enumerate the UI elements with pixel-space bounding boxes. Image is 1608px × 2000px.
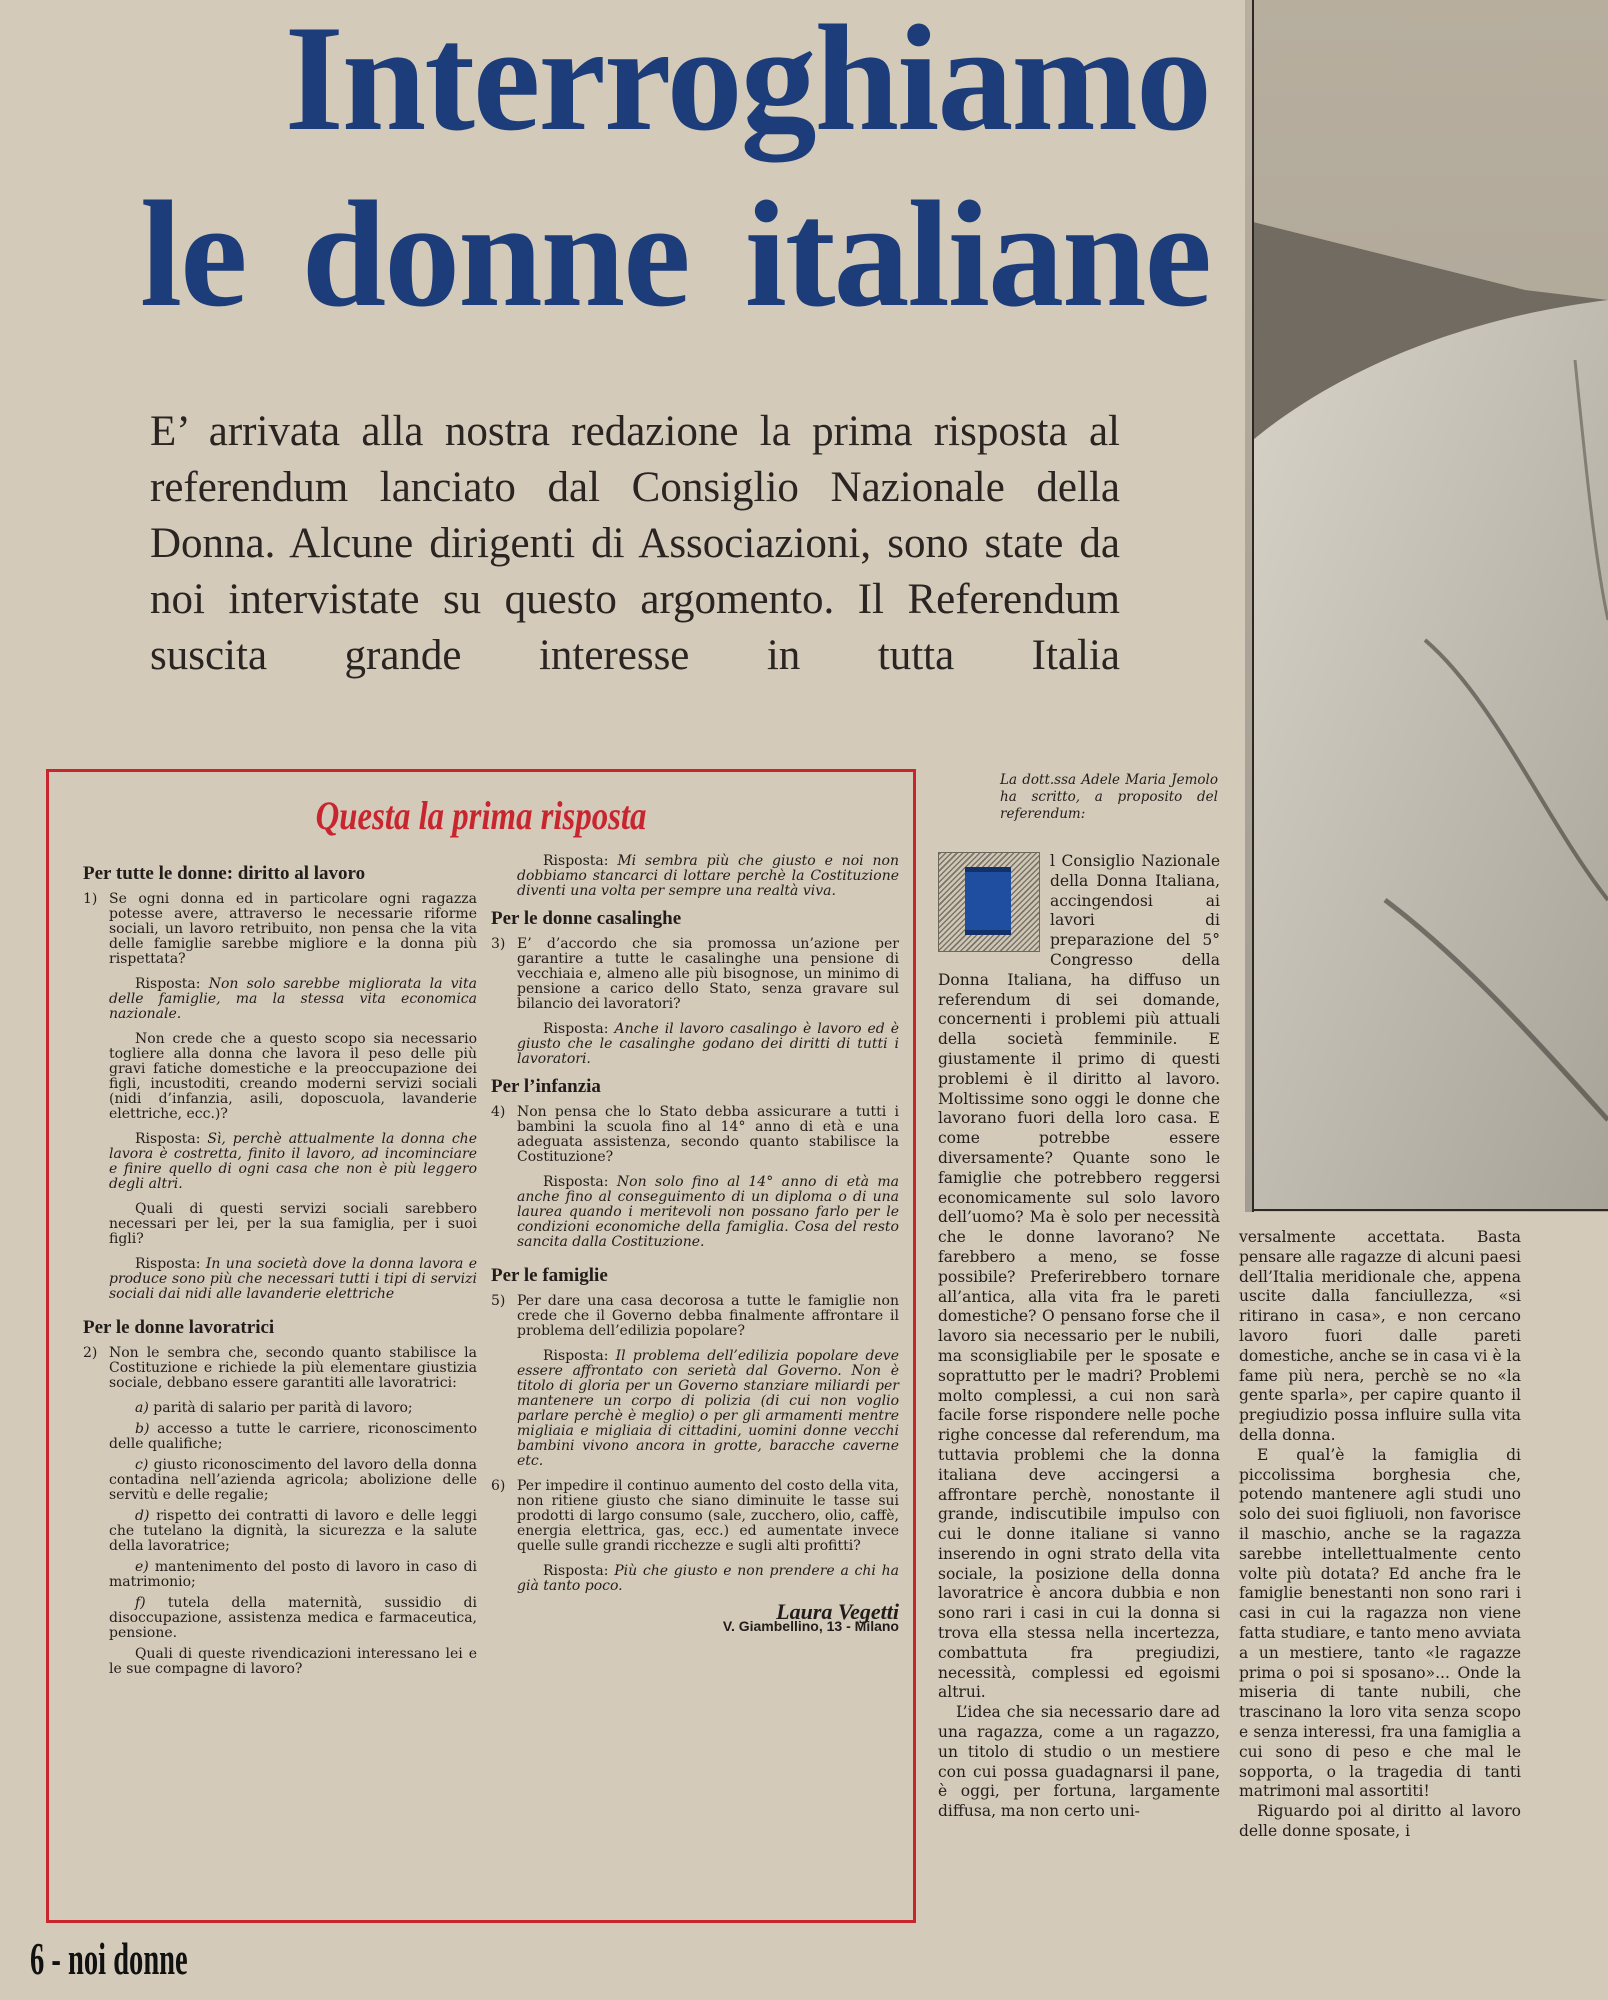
article-paragraph: Riguardo poi al diritto al lavoro delle donne sposate, i [1239,1802,1521,1840]
answer-label: Risposta: [543,1021,609,1037]
answer-text: Sì, perchè attualmente la donna che lavora è costretta, finito il lavoro, ad incominciare e finire quello di ogni casa che non è più leggero degli altri. [109,1131,477,1192]
section-heading: Per le donne lavoratrici [83,1317,275,1338]
answer [517,1564,899,1594]
drop-cap-glyph [965,867,1011,935]
answer [517,1022,899,1067]
item-text: parità di salario per parità di lavoro; [153,1400,413,1416]
article-paragraph: versalmente accettata. Basta pensare alle ragazze di alcuni paesi dell’Italia meridionale che, appena uscite dalla fanciullezza, «si ritirano in casa», e non cercano lavoro fuori dalle pareti domestiche, anche se in casa vi è la fame più nera, perchè se no «la gente sparla», per capire quanto il pregiudizio possa influire sulla vita della donna. [1239,1228,1521,1444]
question-number: 1) [83,891,98,907]
question-1c: Quali di questi servizi sociali sarebbero necessari per lei, per la sua famiglia, per i suoi figli? [109,1201,477,1247]
question-number: 3) [491,936,506,952]
referendum-answer-box [46,769,916,1923]
question-3 [491,937,899,1012]
section-heading: Per le famiglie [491,1265,608,1286]
question-text: Non pensa che lo Stato debba assicurare a tutti i bambini la scuola fino al 14° anno di età e una adeguata assistenza, secondo quanto stabilisce la Costituzione? [517,1104,899,1165]
question-number: 6) [491,1478,506,1494]
list-item [109,1560,477,1590]
item-letter: a) [135,1400,149,1416]
headline-line-2: le donne italiane [139,170,1210,338]
question-number: 2) [83,1345,98,1361]
answer [109,1257,477,1302]
answer-label: Risposta: [135,1131,201,1147]
headline-line-1: Interroghiamo [284,0,1210,162]
answer [517,854,899,899]
item-letter: e) [135,1559,149,1575]
question-6 [491,1479,899,1554]
question-text: E’ d’accordo che sia promossa un’azione per garantire a tutte le casalinghe una pensione di vecchiaia e, almeno alle più bisognose, un minimo di pensione a carico dello Stato, senza gravare sul bilancio dei lavoratori? [517,936,899,1012]
question-2 [83,1346,477,1391]
article-paragraph: l Consiglio Nazionale della Donna Italiana, accingendosi ai lavori di preparazione del 5° Congresso della Donna Italiana, ha diffuso un referendum di sei domande, concernenti i problemi più attuali della società femminile. E giustamente il primo di questi problemi è il diritto al lavoro. Moltissime sono oggi le donne che lavorano fuori della loro casa. E come potrebbe essere diversamente? Quante sono le famiglie che potrebbero reggersi economicamente sul solo lavoro dell’uomo? Ma è solo per necessità che le donne lavorano? Ne farebbero a meno, se fosse possibile? Preferirebbero tornare all’antica, alla vita fra le pareti domestiche? O pensano forse che il lavoro sia necessario per le nubili, ma sconsigliabile per le sposate e soprattutto per le madri? Problemi molto complessi, a cui non sarà facile forse rispondere nelle poche righe concesse dal referendum, ma tuttavia problemi che la donna italiana deve accingersi a affrontare perchè, nonostante il grande, indiscutibile impulso con cui le donne italiane si vanno inserendo in ogni strato della vita sociale, la posizione della donna lavoratrice è ancora dubbia e non sono rari i casi in cui la donna si trova ella stessa nella incertezza, combattuta fra pregiudizi, necessità, complessi ed egoismi altrui. [938,852,1220,1702]
article-column-1 [938,852,1220,1822]
item-letter: c) [135,1457,149,1473]
list-item [109,1509,477,1554]
answer [109,977,477,1022]
answer-label: Risposta: [135,1256,201,1272]
list-item [109,1458,477,1503]
section-heading: Per l’infanzia [491,1076,601,1097]
article-column-2 [1239,1228,1521,1842]
drop-cap-letter [938,852,1040,952]
item-text: tutela della maternità, sussidio di disoccupazione, assistenza medica e farmaceutica, pensione. [109,1595,477,1641]
question-text: Non le sembra che, secondo quanto stabilisce la Costituzione e richiede la più elementare giustizia sociale, debbano essere garantiti alle lavoratrici: [109,1345,477,1391]
answer [517,1349,899,1469]
answer [517,1175,899,1250]
photo [1245,0,1608,1212]
section-heading: Per le donne casalinghe [491,908,682,929]
item-text: mantenimento del posto di lavoro in caso di matrimonio; [109,1559,478,1590]
item-text: giusto riconoscimento del lavoro della donna contadina nell’azienda agricola; abolizione delle servitù e delle regalie; [109,1457,478,1503]
answer-label: Risposta: [543,853,609,869]
answer-text: In una società dove la donna lavora e produce sono più che necessari tutti i tipi di servizi sociali dai nidi alle lavanderie elettriche [109,1256,477,1302]
answer-label: Risposta: [543,1348,609,1364]
answer [109,1132,477,1192]
answer-text: Non solo fino al 14° anno di età ma anche fino al conseguimento di un diploma o di una laurea quando i meritevoli non possano farlo per le condizioni economiche della famiglia. Cosa del resto sancita dalla Costituzione. [517,1174,899,1250]
answer-label: Risposta: [135,976,201,992]
question-5 [491,1294,899,1339]
question-text: Per impedire il continuo aumento del costo della vita, non ritiene giusto che siano diminuite le tasse sui prodotti di largo consumo (sale, zucchero, olio, caffè, energia elettrica, gas, ecc.) ed aumentate invece quelle sulle grandi ricchezze e sugli alti profitti? [517,1478,899,1554]
answer-text: Più che giusto e non prendere a chi ha già tanto poco. [517,1563,900,1594]
item-letter: f) [135,1595,146,1611]
page-footer-folio: 6 - noi donne [30,1933,188,1984]
question-1 [83,892,477,967]
item-text: rispetto dei contratti di lavoro e delle leggi che tutelano la dignità, la sicurezza e la salute della lavoratrice; [109,1508,477,1554]
article-paragraph: L’idea che sia necessario dare ad una ragazza, come a un ragazzo, un titolo di studio o un mestiere con cui possa guadagnarsi il pane, è oggi, per fortuna, largamente diffusa, ma non certo uni- [938,1703,1220,1821]
question-number: 5) [491,1293,506,1309]
box-left-column [83,854,477,1687]
answer-label: Risposta: [543,1563,609,1579]
intro-paragraph: E’ arrivata alla nostra redazione la prima risposta al referendum lanciato dal Consiglio Nazionale della Donna. Alcune dirigenti di Associazioni, sono state da noi intervistate su questo argomento. Il Referendum suscita grande interesse in tutta Italia [150,408,1120,679]
item-text: accesso a tutte le carriere, riconoscimento delle qualifiche; [109,1421,477,1452]
question-text: Se ogni donna ed in particolare ogni ragazza potesse avere, attraverso le necessarie riforme sociali, un lavoro retribuito, non pensa che la vita delle famiglie sarebbe migliore e la donna più rispettata? [109,891,477,967]
box-title: Questa la prima risposta [315,793,647,838]
answer-label: Risposta: [543,1174,609,1190]
question-4 [491,1105,899,1165]
address: V. Giambellino, 13 - Milano [722,1618,899,1634]
answer-text: Mi sembra più che giusto e noi non dobbiamo stancarci di lottare perchè la Costituzione diventi una volta per sempre una realtà viva. [517,853,899,899]
item-letter: b) [135,1421,150,1437]
item-letter: d) [135,1508,150,1524]
article-caption: La dott.ssa Adele Maria Jemolo ha scritto, a proposito del referendum: [1000,772,1218,822]
list-item [109,1596,477,1641]
question-number: 4) [491,1104,506,1120]
signature: Laura Vegetti [776,1599,899,1624]
question-2b: Quali di queste rivendicazioni interessano lei e le sue compagne di lavoro? [109,1646,477,1677]
section-heading: Per tutte le donne: diritto al lavoro [83,863,366,884]
answer-text: Anche il lavoro casalingo è lavoro ed è giusto che le casalinghe godano dei diritti di tutti i lavoratori. [517,1021,899,1067]
box-right-column [491,854,899,1634]
article-paragraph: E qual’è la famiglia di piccolissima borghesia che, potendo mantenere agli studi uno solo dei suoi figliuoli, non favorisce il maschio, anche se la ragazza sarebbe intellettualmente cento volte più dotata? Ed anche fra le famiglie benestanti non sono rari i casi in cui la ragazza non viene fatta studiare, e tanto meno avviata a un mestiere, tanto «le ragazze prima o poi si sposano»... Onde la miseria di tante nubili, che trascinano la loro vita senza scopo e senza interessi, fra una famiglia a cui sono di peso e che mal le sopporta, o la tragedia di tanti matrimoni mal assortiti! [1239,1445,1521,1801]
list-item [109,1422,477,1452]
answer-text: Il problema dell’edilizia popolare deve essere affrontato con serietà dal Governo. Non è titolo di gloria per un Governo stanziare miliardi per mantenere un corpo di polizia (di cui non voglio parlare perchè è meglio) o per gli armamenti mentre migliaia e migliaia di cittadini, uomini donne vecchi bambini vivono ancora in grotte, baracche caverne etc. [517,1348,899,1469]
question-1b: Non crede che a questo scopo sia necessario togliere alla donna che lavora il peso delle più gravi fatiche domestiche e la preoccupazione dei figli, incustoditi, creando moderni servizi sociali (nidi d’infanzia, asili, doposcuola, lavanderie elettriche, ecc.)? [109,1031,477,1122]
question-text: Per dare una casa decorosa a tutte le famiglie non crede che il Governo debba finalmente affrontare il problema dell’edilizia popolare? [517,1293,899,1339]
list-item [109,1401,477,1416]
answer-text: Non solo sarebbe migliorata la vita delle famiglie, ma la stessa vita economica nazionale. [109,976,477,1022]
